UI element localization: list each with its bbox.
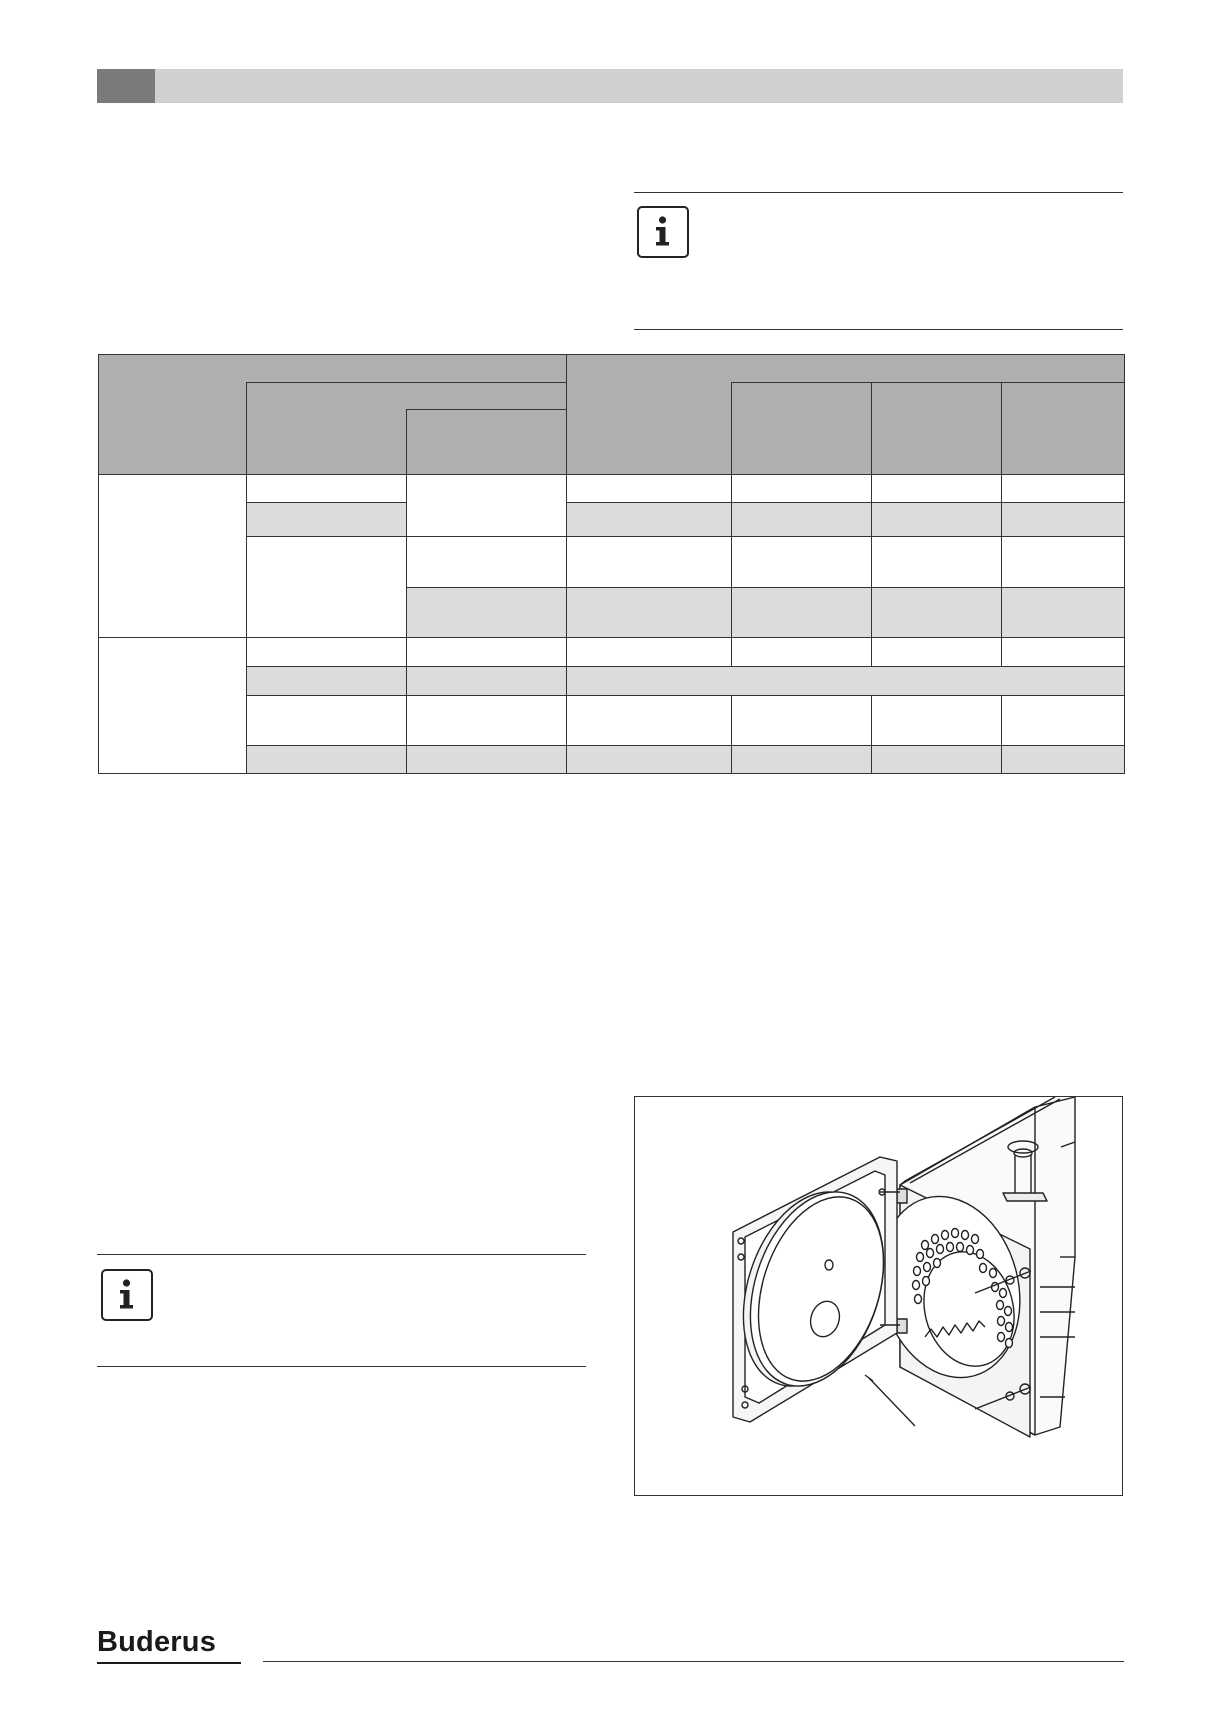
table-cell	[872, 745, 1002, 773]
table-cell	[407, 536, 567, 587]
table-cell	[567, 695, 732, 745]
spec-table	[98, 354, 1125, 774]
footer-rule	[263, 1661, 1124, 1662]
table-header-cell	[407, 409, 567, 474]
table-cell	[732, 536, 872, 587]
table-cell	[567, 536, 732, 587]
brand-logo: Buderus	[97, 1626, 217, 1658]
table-cell	[407, 637, 567, 666]
table-cell	[872, 587, 1002, 637]
table-cell	[1002, 637, 1125, 666]
table-cell	[1002, 695, 1125, 745]
table-cell	[567, 666, 1125, 695]
table-header-cell	[1002, 383, 1125, 475]
note-top-rule	[97, 1254, 586, 1255]
table-header-cell	[567, 355, 1125, 383]
table-cell	[567, 745, 732, 773]
table-header-cell	[567, 383, 732, 475]
table-cell	[872, 536, 1002, 587]
table-cell	[1002, 502, 1125, 536]
table-cell	[567, 474, 732, 502]
table-cell	[1002, 587, 1125, 637]
table-cell	[872, 502, 1002, 536]
table-cell	[1002, 474, 1125, 502]
boiler-door-illustration	[635, 1097, 1121, 1494]
table-cell	[567, 587, 732, 637]
table-cell	[732, 474, 872, 502]
info-icon	[101, 1269, 153, 1321]
table-cell	[732, 745, 872, 773]
table-cell	[732, 637, 872, 666]
table-cell	[247, 666, 407, 695]
table-cell	[407, 666, 567, 695]
boiler-door-figure	[634, 1096, 1123, 1496]
table-cell	[247, 502, 407, 536]
table-row-group-label	[99, 474, 247, 637]
table-cell	[732, 695, 872, 745]
note-bottom-rule	[634, 329, 1123, 330]
table-header-cell	[247, 383, 567, 409]
table-cell	[247, 474, 407, 502]
table-header-cell	[247, 409, 407, 475]
table-header-cell	[872, 383, 1002, 475]
table-cell	[407, 474, 567, 536]
table-cell	[872, 695, 1002, 745]
table-cell	[872, 637, 1002, 666]
table-cell	[872, 474, 1002, 502]
note-top-rule	[634, 192, 1123, 193]
table-cell	[732, 502, 872, 536]
table-cell	[1002, 536, 1125, 587]
logo-underline	[97, 1662, 241, 1664]
table-header-cell	[99, 355, 567, 383]
table-cell	[1002, 745, 1125, 773]
note-bottom-rule	[97, 1366, 586, 1367]
table-cell	[247, 536, 407, 637]
table-cell	[407, 587, 567, 637]
info-icon	[637, 206, 689, 258]
table-header-cell	[99, 383, 247, 475]
table-cell	[567, 502, 732, 536]
chapter-tab	[97, 69, 155, 103]
table-cell	[407, 695, 567, 745]
table-cell	[247, 745, 407, 773]
page-header-bar	[97, 69, 1123, 103]
table-header-cell	[732, 383, 872, 475]
table-cell	[732, 587, 872, 637]
table-cell	[567, 637, 732, 666]
table-cell	[247, 637, 407, 666]
table-cell	[247, 695, 407, 745]
table-row-group-label	[99, 637, 247, 773]
table-cell	[407, 745, 567, 773]
